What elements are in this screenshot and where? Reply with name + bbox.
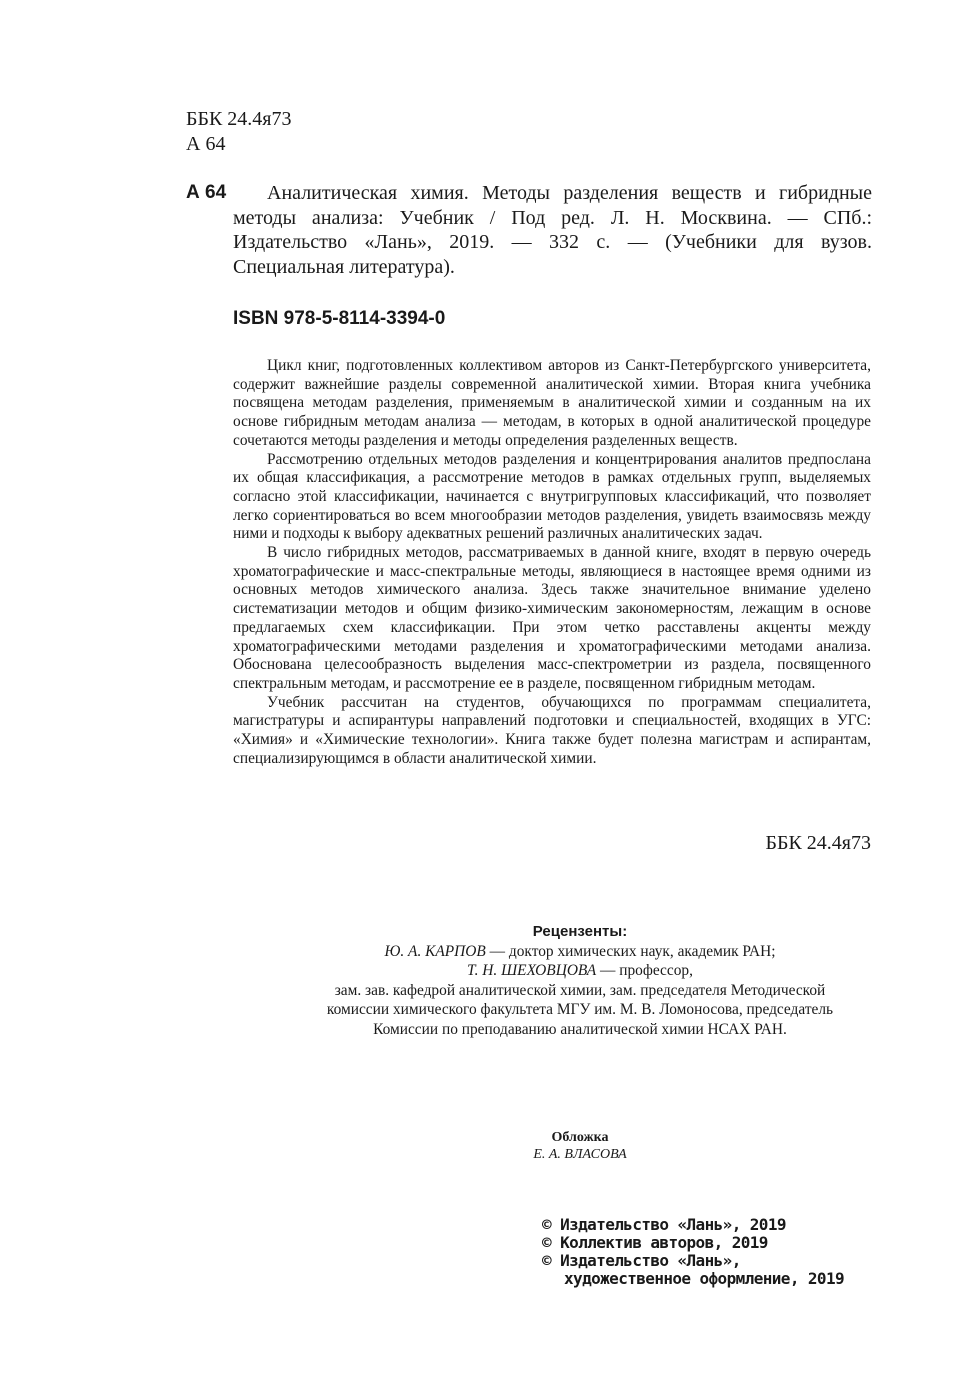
copyright-line: © Коллектив авторов, 2019	[542, 1233, 768, 1252]
reviewer-2-line: Комиссии по преподаванию аналитической химии НСАХ РАН.	[373, 1020, 787, 1038]
cover-heading: Обложка	[551, 1130, 609, 1145]
reviewer-1-desc: — доктор химических наук, академик РАН;	[485, 942, 776, 960]
isbn: ISBN 978-5-8114-3394-0	[233, 308, 446, 329]
annotation-paragraph: Цикл книг, подготовленных коллективом авторов из Санкт-Петербургского университета, содержит важнейшие разделы современной аналитической химии. Вторая книга учебника посвящена методам разделения, применяемым в аналитической химии и созданным на их основе гибридным методам анализа — методам, в которых в одной аналитической процедуре сочетаются методы разделения и методы определения разделенных веществ.	[233, 357, 871, 449]
cover-designer: Е. А. ВЛАСОВА	[533, 1147, 627, 1162]
reviewers-block	[290, 922, 870, 1039]
reviewers-heading: Рецензенты:	[532, 923, 628, 940]
copyright-line: © Издательство «Лань», 2019	[542, 1215, 786, 1234]
record-entry: Аналитическая химия. Методы разделения веществ и гибридные методы анализа: Учебник / Под ред. Л. Н. Москвина. — СПб.: Издательство «Лань», 2019. — 332 с. — (Учебники для вузов. Специальная литература).	[233, 182, 872, 278]
reviewer-2-line: зам. зав. кафедрой аналитической химии, зам. председателя Методической	[334, 981, 826, 999]
annotation	[233, 357, 871, 768]
record-code: А 64	[186, 182, 227, 203]
copyright-line: © Издательство «Лань»,	[542, 1251, 741, 1270]
author-mark: А 64	[186, 133, 226, 155]
reviewer-2-desc: — профессор,	[596, 962, 693, 979]
classification-block	[186, 107, 292, 157]
copyright-block	[542, 1216, 844, 1288]
reviewer-2-line: комиссии химического факультета МГУ им. М. В. Ломоносова, председатель	[326, 1001, 834, 1018]
reviewer-2-name: Т. Н. ШЕХОВЦОВА	[467, 962, 597, 979]
cover-credit	[480, 1129, 680, 1163]
annotation-paragraph: Рассмотрению отдельных методов разделения и концентрирования аналитов предпослана их общая классификация, а рассмотрение методов в рамках отдельных групп, выделяемых согласно этой классификации, начинается с внутригрупповых классификаций, что позволяет легко сориентироваться во всем многообразии методов разделения, увидеть взаимосвязь между ними и подходы к выбору адекватных решений различных аналитических задач.	[233, 450, 871, 543]
annotation-paragraph: Учебник рассчитан на студентов, обучающихся по программам специалитета, магистратуры и аспирантуры направлений подготовки и специальностей, входящих в УГС: «Химия» и «Химические технологии». Книга также будет полезна магистрам и аспирантам, специализирующимся в области аналитической химии.	[233, 693, 871, 767]
reviewer-1	[290, 942, 870, 962]
bbk-code-bottom: ББК 24.4я73	[765, 832, 871, 854]
reviewer-2	[290, 961, 870, 981]
copyright-line: художественное оформление, 2019	[564, 1269, 845, 1288]
bbk-code: ББК 24.4я73	[186, 108, 292, 130]
bibliographic-record	[186, 181, 872, 279]
annotation-paragraph: В число гибридных методов, рассматриваемых в данной книге, входят в первую очередь хроматографические и масс-спектральные методы, являющиеся в настоящее время одними из основных методов химического анализа. Здесь также значительное внимание уделено систематизации методов и общим физико-химическим закономерностям, лежащим в основе предлагаемых схем классификации. При этом четко расставлены акценты между хроматографическими методами разделения и хроматографическими методами анализа. Обоснована целесообразность выделения масс-спектрометрии из раздела, посвященного спектральным методам, и рассмотрение ее в разделе, посвященном гибридным методам.	[233, 544, 871, 692]
reviewer-1-name: Ю. А. КАРПОВ	[384, 942, 486, 960]
